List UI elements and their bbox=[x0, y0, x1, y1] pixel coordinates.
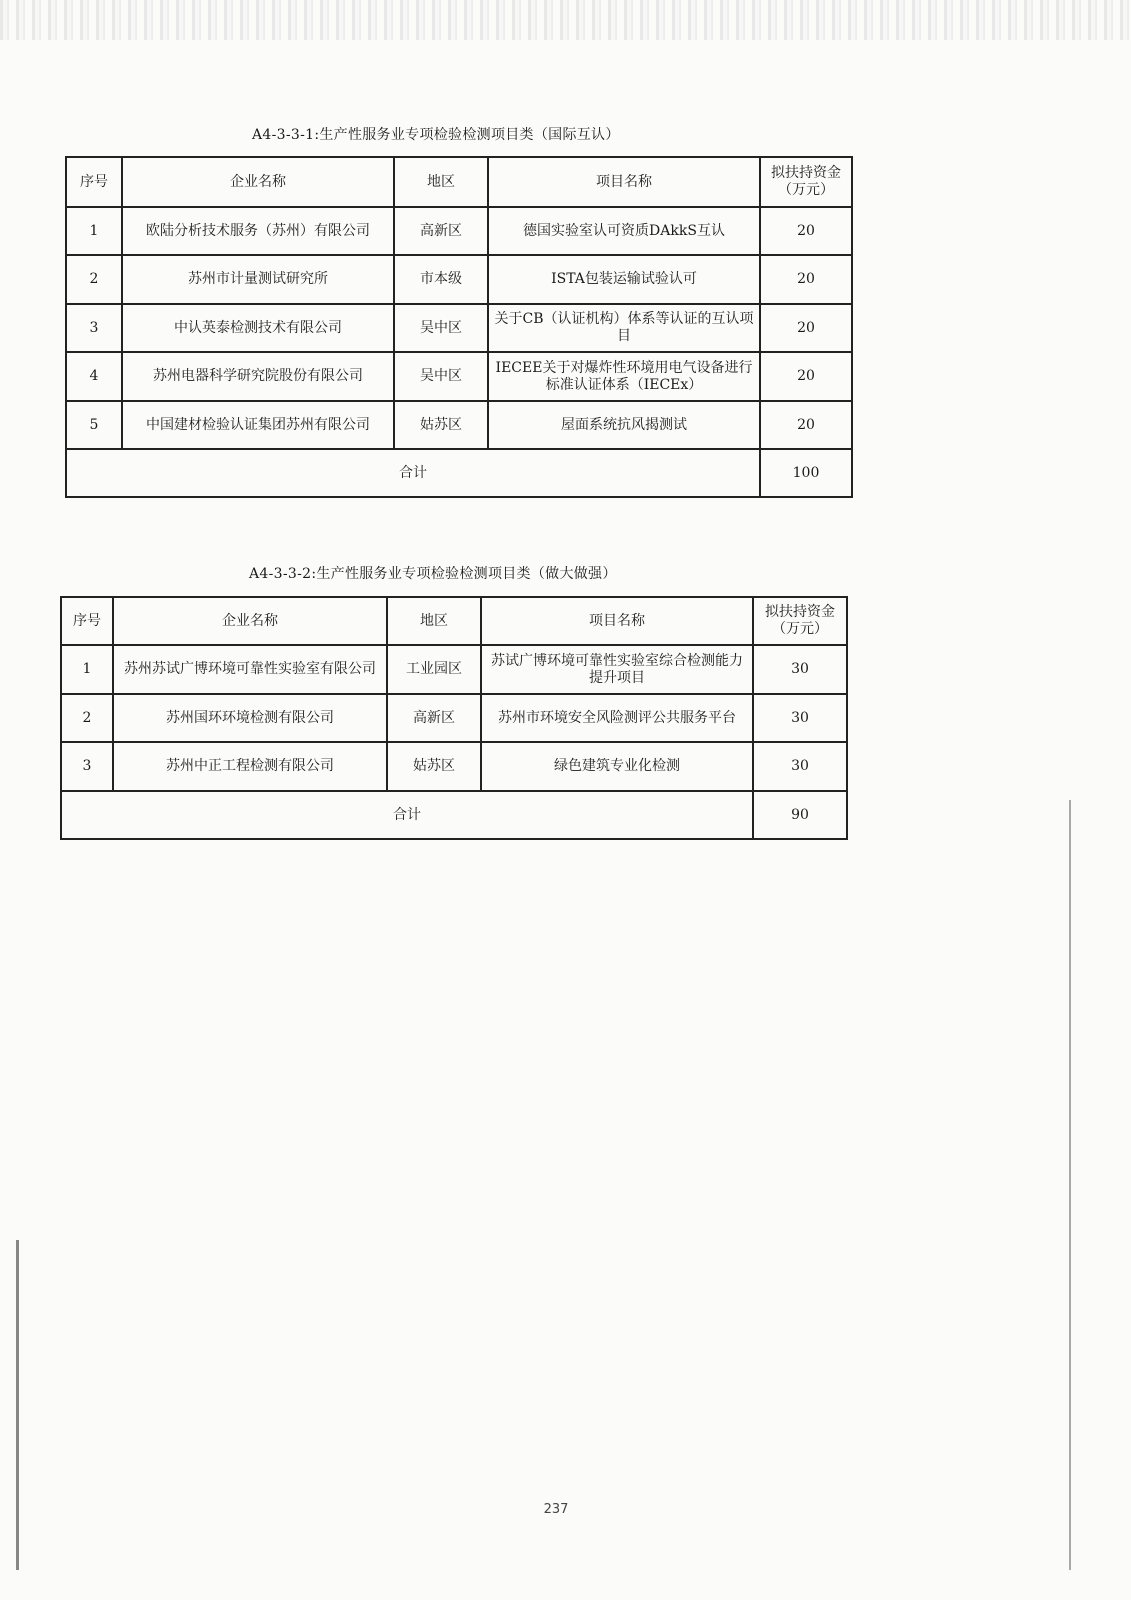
total-label: 合计 bbox=[61, 791, 753, 839]
row-seq: 1 bbox=[66, 207, 122, 255]
row-funding: 20 bbox=[760, 255, 852, 304]
header-company: 企业名称 bbox=[122, 157, 394, 207]
row-company: 苏州苏试广博环境可靠性实验室有限公司 bbox=[113, 645, 387, 694]
header-district: 地区 bbox=[394, 157, 488, 207]
row-project: 苏试广博环境可靠性实验室综合检测能力提升项目 bbox=[481, 645, 753, 694]
row-district: 高新区 bbox=[387, 694, 481, 742]
row-company: 中国建材检验认证集团苏州有限公司 bbox=[122, 401, 394, 449]
row-company: 苏州电器科学研究院股份有限公司 bbox=[122, 352, 394, 401]
total-value: 90 bbox=[753, 791, 847, 839]
row-seq: 5 bbox=[66, 401, 122, 449]
table-row bbox=[61, 645, 847, 694]
header-seq: 序号 bbox=[66, 157, 122, 207]
row-district: 高新区 bbox=[394, 207, 488, 255]
row-project: ISTA包装运输试验认可 bbox=[488, 255, 760, 304]
table-row bbox=[61, 742, 847, 791]
row-company: 欧陆分析技术服务（苏州）有限公司 bbox=[122, 207, 394, 255]
table-1-header-row bbox=[66, 157, 852, 207]
row-funding: 30 bbox=[753, 742, 847, 791]
row-seq: 1 bbox=[61, 645, 113, 694]
row-project: 苏州市环境安全风险测评公共服务平台 bbox=[481, 694, 753, 742]
table-2-total-row bbox=[61, 791, 847, 839]
row-seq: 3 bbox=[66, 304, 122, 352]
table-row bbox=[66, 304, 852, 352]
row-project: 关于CB（认证机构）体系等认证的互认项目 bbox=[488, 304, 760, 352]
row-seq: 4 bbox=[66, 352, 122, 401]
row-funding: 20 bbox=[760, 352, 852, 401]
scan-edge-left bbox=[16, 1240, 19, 1570]
table-1-title: A4-3-3-1:生产性服务业专项检验检测项目类（国际互认） bbox=[252, 127, 620, 143]
row-funding: 20 bbox=[760, 304, 852, 352]
table-row bbox=[66, 401, 852, 449]
row-district: 吴中区 bbox=[394, 352, 488, 401]
row-funding: 30 bbox=[753, 645, 847, 694]
row-district: 市本级 bbox=[394, 255, 488, 304]
page-number: 237 bbox=[543, 1502, 569, 1517]
row-project: IECEE关于对爆炸性环境用电气设备进行标准认证体系（IECEx） bbox=[488, 352, 760, 401]
row-company: 中认英泰检测技术有限公司 bbox=[122, 304, 394, 352]
scan-noise-band bbox=[0, 0, 1131, 40]
row-seq: 2 bbox=[61, 694, 113, 742]
table-1 bbox=[65, 156, 853, 498]
header-project: 项目名称 bbox=[481, 597, 753, 645]
table-row bbox=[66, 352, 852, 401]
total-label: 合计 bbox=[66, 449, 760, 497]
row-district: 姑苏区 bbox=[394, 401, 488, 449]
row-district: 工业园区 bbox=[387, 645, 481, 694]
header-seq: 序号 bbox=[61, 597, 113, 645]
scan-edge-right bbox=[1069, 800, 1071, 1570]
table-row bbox=[61, 694, 847, 742]
row-funding: 30 bbox=[753, 694, 847, 742]
table-2 bbox=[60, 596, 848, 840]
header-funding: 拟扶持资金（万元） bbox=[760, 157, 852, 207]
table-1-total-row bbox=[66, 449, 852, 497]
row-company: 苏州中正工程检测有限公司 bbox=[113, 742, 387, 791]
table-2-header-row bbox=[61, 597, 847, 645]
table-row bbox=[66, 207, 852, 255]
row-project: 屋面系统抗风揭测试 bbox=[488, 401, 760, 449]
header-project: 项目名称 bbox=[488, 157, 760, 207]
row-seq: 2 bbox=[66, 255, 122, 304]
header-funding: 拟扶持资金（万元） bbox=[753, 597, 847, 645]
row-funding: 20 bbox=[760, 207, 852, 255]
total-value: 100 bbox=[760, 449, 852, 497]
row-project: 绿色建筑专业化检测 bbox=[481, 742, 753, 791]
table-2-title: A4-3-3-2:生产性服务业专项检验检测项目类（做大做强） bbox=[249, 566, 617, 582]
header-company: 企业名称 bbox=[113, 597, 387, 645]
header-district: 地区 bbox=[387, 597, 481, 645]
row-project: 德国实验室认可资质DAkkS互认 bbox=[488, 207, 760, 255]
row-district: 吴中区 bbox=[394, 304, 488, 352]
table-row bbox=[66, 255, 852, 304]
row-company: 苏州国环环境检测有限公司 bbox=[113, 694, 387, 742]
row-seq: 3 bbox=[61, 742, 113, 791]
row-funding: 20 bbox=[760, 401, 852, 449]
row-district: 姑苏区 bbox=[387, 742, 481, 791]
row-company: 苏州市计量测试研究所 bbox=[122, 255, 394, 304]
